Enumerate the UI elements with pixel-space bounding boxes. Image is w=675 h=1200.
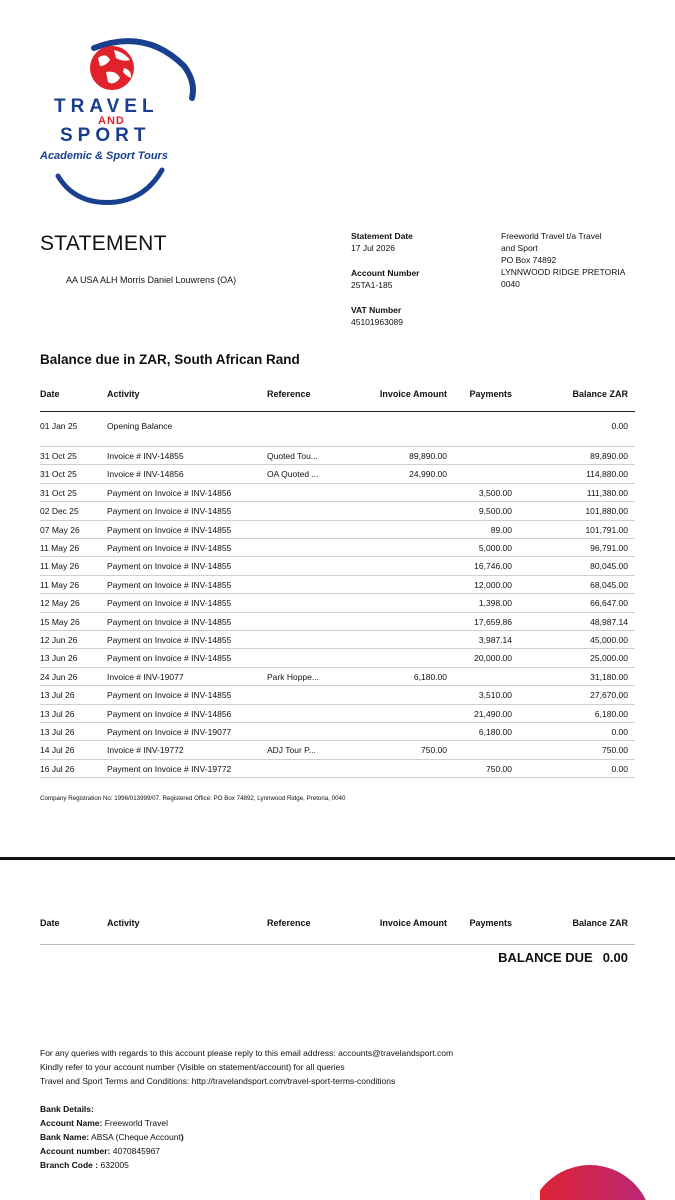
travel-and-sport-logo <box>36 36 206 208</box>
logo-text-travel: TRAVEL <box>54 96 159 117</box>
row-balance: 101,791.00 <box>585 524 628 535</box>
row-payment: 21,490.00 <box>474 708 512 719</box>
row-balance: 101,880.00 <box>585 506 628 517</box>
table-row <box>40 521 635 539</box>
table-row <box>40 465 635 483</box>
account-number-value: 25TA1-185 <box>351 280 393 290</box>
query-line: Kindly refer to your account number (Visible on statement/account) for all queries <box>40 1062 345 1072</box>
row-date: 12 May 26 <box>40 598 80 609</box>
row-payment: 3,500.00 <box>478 487 512 498</box>
row-payment: 9,500.00 <box>478 506 512 517</box>
row-payment: 6,180.00 <box>478 727 512 737</box>
row-activity: Payment on Invoice # INV-14856 <box>107 487 232 498</box>
vat-number-label: VAT Number <box>351 305 402 315</box>
row-balance: 6,180.00 <box>594 708 628 719</box>
balance-due <box>498 950 628 965</box>
row-date: 13 Jul 26 <box>40 708 75 719</box>
table-header-summary <box>40 913 635 945</box>
row-payment: 12,000.00 <box>474 579 512 590</box>
row-balance: 750.00 <box>602 745 628 756</box>
col-payments: Payments <box>469 389 512 399</box>
row-activity: Payment on Invoice # INV-14856 <box>107 708 232 719</box>
row-activity: Invoice # INV-14855 <box>107 451 184 461</box>
address-line: Freeworld Travel t/a Travel <box>501 231 602 241</box>
address-line: and Sport <box>501 243 538 253</box>
bank-details <box>40 1102 184 1172</box>
row-activity: Opening Balance <box>107 421 173 431</box>
address-line: 0040 <box>501 279 520 289</box>
col-date: Date <box>40 918 60 928</box>
balance-heading: Balance due in ZAR, South African Rand <box>40 352 300 367</box>
row-date: 31 Oct 25 <box>40 487 77 498</box>
statement-date-value: 17 Jul 2026 <box>351 243 395 253</box>
row-balance: 68,045.00 <box>590 579 628 590</box>
row-invoice-amount: 6,180.00 <box>413 671 447 682</box>
table-row <box>40 447 635 465</box>
table-row <box>40 557 635 575</box>
col-invoice-amount: Invoice Amount <box>379 389 447 399</box>
bank-account-number-label: Account number: <box>40 1146 111 1156</box>
company-registration: Company Registration No: 1996/013999/07. Registered Office: PO Box 74892, Lynnwood Ridge, Pretoria, 0040 <box>40 795 346 802</box>
vat-number-value: 45101963089 <box>351 317 404 327</box>
row-activity: Payment on Invoice # INV-14855 <box>107 561 232 572</box>
row-date: 14 Jul 26 <box>40 745 75 756</box>
company-address <box>501 230 641 290</box>
bank-account-name-label: Account Name: <box>40 1118 103 1128</box>
table-row <box>40 686 635 704</box>
bank-account-name-value: Freeworld Travel <box>104 1118 169 1128</box>
row-activity: Invoice # INV-19772 <box>107 745 184 756</box>
row-payment: 1,398.00 <box>478 598 512 609</box>
table-row <box>40 613 635 631</box>
row-balance: 27,670.00 <box>590 690 628 701</box>
row-payment: 750.00 <box>486 763 512 774</box>
balance-due-value: 0.00 <box>602 950 628 965</box>
col-activity: Activity <box>107 918 140 928</box>
col-invoice-amount: Invoice Amount <box>379 918 447 928</box>
bank-account-number-value: 4070845967 <box>112 1146 161 1156</box>
bank-branch-code-value: 632005 <box>100 1160 129 1170</box>
table-row <box>40 760 635 778</box>
table-row <box>40 502 635 520</box>
col-balance: Balance ZAR <box>572 918 628 928</box>
bank-heading: Bank Details: <box>40 1104 94 1114</box>
logo-tagline: Academic & Sport Tours <box>40 150 168 162</box>
row-balance: 25,000.00 <box>590 653 628 664</box>
row-balance: 48,987.14 <box>590 616 628 627</box>
row-date: 31 Oct 25 <box>40 469 77 480</box>
row-activity: Invoice # INV-19077 <box>107 671 184 682</box>
table-row <box>40 723 635 741</box>
row-balance: 0.00 <box>611 421 628 431</box>
bank-bank-name <box>40 1130 184 1144</box>
row-activity: Payment on Invoice # INV-14855 <box>107 506 232 517</box>
table-row-opening <box>40 417 635 447</box>
bank-bank-name-value: ABSA (Cheque Account <box>91 1132 181 1142</box>
row-payment: 16,746.00 <box>474 561 512 572</box>
table-row <box>40 594 635 612</box>
table-row <box>40 649 635 667</box>
row-date: 16 Jul 26 <box>40 763 75 774</box>
row-balance: 114,880.00 <box>586 469 628 480</box>
row-reference: Park Hoppe... <box>267 671 319 682</box>
row-invoice-amount: 24,990.00 <box>409 469 447 480</box>
row-date: 11 May 26 <box>40 561 80 572</box>
customer-name: AA USA ALH Morris Daniel Louwrens (OA) <box>66 275 237 285</box>
bank-branch-code <box>40 1158 184 1172</box>
table-row <box>40 705 635 723</box>
row-balance: 31,180.00 <box>590 671 628 682</box>
balance-due-label: BALANCE DUE <box>498 950 593 965</box>
row-activity: Invoice # INV-14856 <box>107 469 184 480</box>
row-date: 11 May 26 <box>40 543 80 553</box>
row-date: 13 Jun 26 <box>40 653 78 664</box>
statement-date-label: Statement Date <box>351 231 413 241</box>
table-header <box>40 384 635 412</box>
query-line: For any queries with regards to this account please reply to this email address: accounts@travelandsport.com <box>40 1048 454 1058</box>
queries-notice <box>40 1046 453 1088</box>
table-row <box>40 668 635 686</box>
col-reference: Reference <box>267 389 311 399</box>
row-balance: 89,890.00 <box>590 451 628 461</box>
row-date: 12 Jun 26 <box>40 635 78 645</box>
row-payment: 3,987.14 <box>478 635 512 645</box>
row-invoice-amount: 750.00 <box>421 745 447 756</box>
bank-bank-name-label: Bank Name: <box>40 1132 90 1142</box>
row-payment: 17,659.86 <box>474 616 512 627</box>
query-line: Travel and Sport Terms and Conditions: http://travelandsport.com/travel-sport-terms-conditions <box>40 1076 396 1086</box>
statement-title: STATEMENT <box>40 232 167 255</box>
row-balance: 0.00 <box>611 727 628 737</box>
row-reference: OA Quoted ... <box>267 469 319 480</box>
table-row <box>40 539 635 557</box>
logo-text-and: AND <box>98 115 125 127</box>
bank-bank-name-close: ) <box>180 1132 184 1142</box>
row-activity: Payment on Invoice # INV-14855 <box>107 524 232 535</box>
col-reference: Reference <box>267 918 311 928</box>
row-balance: 45,000.00 <box>590 635 628 645</box>
globe-icon <box>90 46 134 90</box>
row-payment: 3,510.00 <box>478 690 512 701</box>
bank-branch-code-label: Branch Code : <box>40 1160 99 1170</box>
row-date: 01 Jan 25 <box>40 421 78 431</box>
company-logo <box>36 36 206 208</box>
row-date: 07 May 26 <box>40 524 80 535</box>
row-date: 24 Jun 26 <box>40 671 78 682</box>
account-number-label: Account Number <box>351 268 420 278</box>
table-row <box>40 631 635 649</box>
row-date: 31 Oct 25 <box>40 451 77 461</box>
col-date: Date <box>40 389 60 399</box>
bank-account-name <box>40 1116 184 1130</box>
col-payments: Payments <box>469 918 512 928</box>
row-payment: 5,000.00 <box>478 543 512 553</box>
row-activity: Payment on Invoice # INV-14855 <box>107 598 232 609</box>
table-row <box>40 484 635 502</box>
row-balance: 80,045.00 <box>590 561 628 572</box>
row-activity: Payment on Invoice # INV-14855 <box>107 543 232 553</box>
row-activity: Payment on Invoice # INV-19772 <box>107 763 232 774</box>
row-balance: 96,791.00 <box>590 543 628 553</box>
row-balance: 111,380.00 <box>586 487 628 498</box>
row-date: 11 May 26 <box>40 579 80 590</box>
row-date: 02 Dec 25 <box>40 506 79 517</box>
table-row <box>40 576 635 594</box>
decorative-circle <box>540 1165 675 1200</box>
col-balance: Balance ZAR <box>572 389 628 399</box>
address-line: PO Box 74892 <box>501 255 557 265</box>
row-reference: ADJ Tour P... <box>267 745 316 756</box>
row-balance: 0.00 <box>611 763 628 774</box>
logo-text-sport: SPORT <box>60 125 151 146</box>
row-activity: Payment on Invoice # INV-14855 <box>107 653 232 664</box>
row-payment: 89.00 <box>490 524 512 535</box>
row-balance: 66,647.00 <box>590 598 628 609</box>
row-payment: 20,000.00 <box>474 653 512 664</box>
row-activity: Payment on Invoice # INV-14855 <box>107 635 232 645</box>
row-activity: Payment on Invoice # INV-14855 <box>107 616 232 627</box>
row-date: 15 May 26 <box>40 616 80 627</box>
bank-account-number <box>40 1144 184 1158</box>
table-row <box>40 741 635 759</box>
row-date: 13 Jul 26 <box>40 727 75 737</box>
col-activity: Activity <box>107 389 140 399</box>
row-reference: Quoted Tou... <box>267 451 318 461</box>
row-activity: Payment on Invoice # INV-14855 <box>107 579 232 590</box>
page-separator <box>0 857 675 860</box>
row-activity: Payment on Invoice # INV-14855 <box>107 690 232 701</box>
row-invoice-amount: 89,890.00 <box>409 451 447 461</box>
address-line: LYNNWOOD RIDGE PRETORIA <box>501 267 626 277</box>
statement-meta <box>351 230 481 341</box>
row-date: 13 Jul 26 <box>40 690 75 701</box>
row-activity: Payment on Invoice # INV-19077 <box>107 727 232 737</box>
